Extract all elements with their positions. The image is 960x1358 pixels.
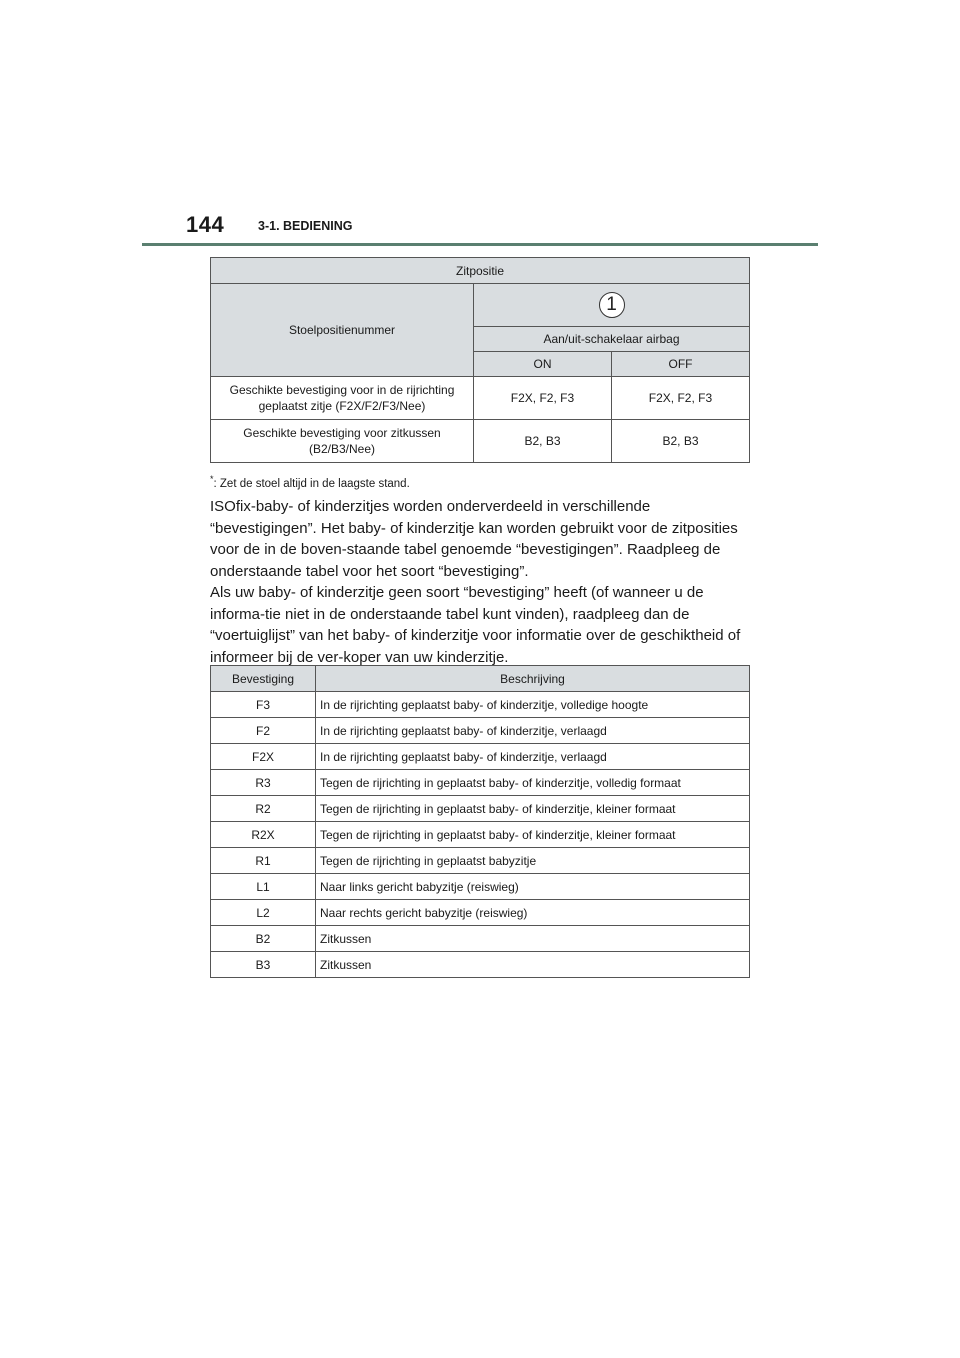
table-row <box>211 796 750 822</box>
bevestiging-table <box>210 665 750 978</box>
col-code-header: Bevestiging <box>211 666 316 692</box>
table-row <box>211 822 750 848</box>
code-cell: F3 <box>211 692 316 718</box>
table-row <box>211 718 750 744</box>
cell-off: B2, B3 <box>611 420 749 463</box>
desc-cell: Tegen de rijrichting in geplaatst baby- of kinderzitje, kleiner formaat <box>316 822 750 848</box>
row-label-line: (B2/B3/Nee) <box>308 442 376 456</box>
row-label <box>211 420 474 463</box>
footnote-mark: * <box>210 474 214 484</box>
desc-cell: In de rijrichting geplaatst baby- of kinderzitje, verlaagd <box>316 718 750 744</box>
row-label-header: Stoelpositienummer <box>211 284 474 377</box>
footnote-text: : Zet de stoel altijd in de laagste stand. <box>213 477 410 490</box>
page-number: 144 <box>186 212 225 237</box>
table-row <box>211 900 750 926</box>
desc-cell: Tegen de rijrichting in geplaatst baby- of kinderzitje, kleiner formaat <box>316 796 750 822</box>
code-cell: R1 <box>211 848 316 874</box>
table-row <box>211 744 750 770</box>
table-row <box>211 952 750 978</box>
table-title: Zitpositie <box>211 258 750 284</box>
code-cell: B2 <box>211 926 316 952</box>
col-off-header: OFF <box>611 352 749 377</box>
paragraph: Als uw baby- of kinderzitje geen soort “bevestiging” heeft (of wanneer u de informa-tie niet in de onderstaande tabel kunt vinden), raadpleeg dan de “voertuiglijst” van het baby- of kinderzitje voor informatie over de geschiktheid of informeer bij de ver-koper van uw kinderzitje. <box>210 584 741 666</box>
code-cell: R3 <box>211 770 316 796</box>
seat-position-table <box>210 257 750 463</box>
desc-cell: In de rijrichting geplaatst baby- of kinderzitje, volledige hoogte <box>316 692 750 718</box>
table-row <box>211 770 750 796</box>
row-label-line: geplaatst zitje (F2X/F2/F3/Nee) <box>258 399 426 413</box>
cell-on: F2X, F2, F3 <box>474 377 612 420</box>
code-cell: F2 <box>211 718 316 744</box>
header-divider <box>142 243 818 246</box>
desc-cell: Zitkussen <box>316 952 750 978</box>
row-label <box>211 377 474 420</box>
table-row <box>211 874 750 900</box>
col-desc-header: Beschrijving <box>316 666 750 692</box>
cell-off: F2X, F2, F3 <box>611 377 749 420</box>
cell-on: B2, B3 <box>474 420 612 463</box>
desc-cell: Tegen de rijrichting in geplaatst babyzitje <box>316 848 750 874</box>
code-cell: F2X <box>211 744 316 770</box>
section-title: 3-1. BEDIENING <box>258 219 353 233</box>
footnote <box>210 474 410 490</box>
desc-cell: In de rijrichting geplaatst baby- of kinderzitje, verlaagd <box>316 744 750 770</box>
desc-cell: Zitkussen <box>316 926 750 952</box>
row-label-line: Geschikte bevestiging voor zitkussen <box>243 426 441 440</box>
table-row <box>211 692 750 718</box>
col-on-header: ON <box>474 352 612 377</box>
table-row <box>211 926 750 952</box>
desc-cell: Naar rechts gericht babyzitje (reiswieg) <box>316 900 750 926</box>
airbag-switch-header: Aan/uit-schakelaar airbag <box>474 327 750 352</box>
row-label-line: Geschikte bevestiging voor in de rijrichting <box>229 383 455 397</box>
code-cell: R2X <box>211 822 316 848</box>
code-cell: L1 <box>211 874 316 900</box>
code-cell: L2 <box>211 900 316 926</box>
paragraph: ISOfix-baby- of kinderzitjes worden onderverdeeld in verschillende “bevestigingen”. Het baby- of kinderzitje kan worden gebruikt voor de zitposities voor de in de boven-staande tabel genoemde “bevestigingen”. Raadpleeg de onderstaande tabel voor het soort “bevestiging”. <box>210 498 738 580</box>
desc-cell: Tegen de rijrichting in geplaatst baby- of kinderzitje, volledig formaat <box>316 770 750 796</box>
table-row <box>211 420 750 463</box>
code-cell: R2 <box>211 796 316 822</box>
code-cell: B3 <box>211 952 316 978</box>
body-text <box>210 496 760 668</box>
desc-cell: Naar links gericht babyzitje (reiswieg) <box>316 874 750 900</box>
table-row <box>211 848 750 874</box>
seat-number-circle-icon: 1 <box>599 292 625 318</box>
table-row <box>211 377 750 420</box>
seat-number-cell <box>474 284 750 327</box>
